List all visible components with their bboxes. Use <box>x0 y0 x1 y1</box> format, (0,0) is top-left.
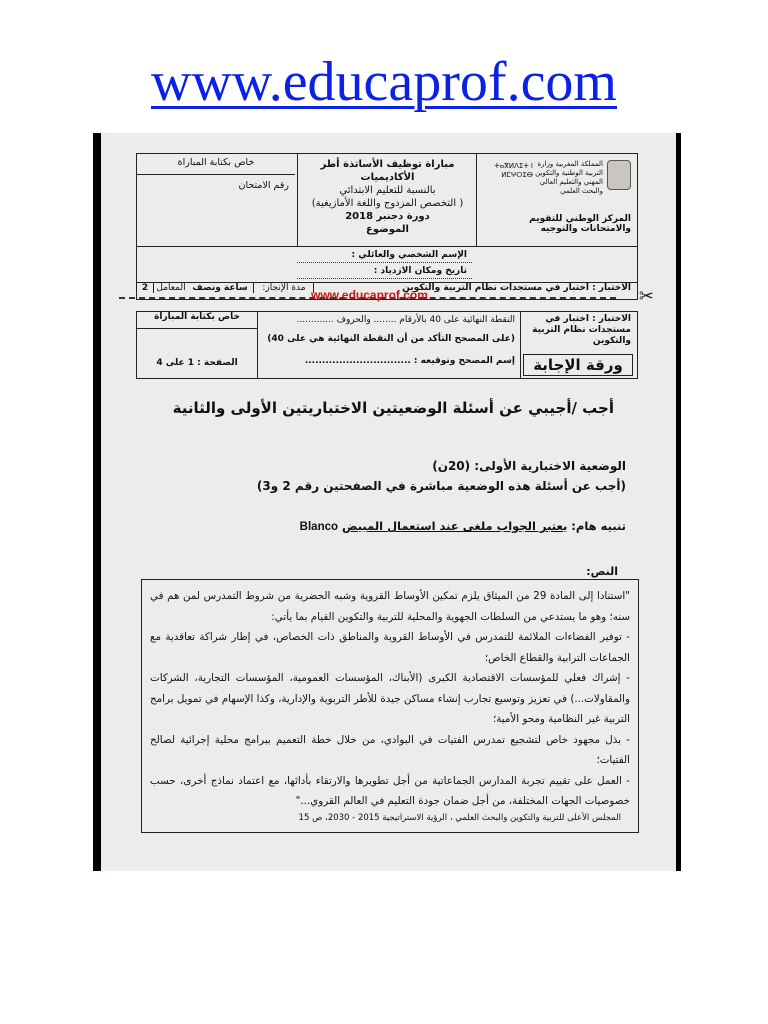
text-paragraph: - بذل مجهود خاص لتشجيع تمدرس الفتيات في البوادي، من خلال خطة التعميم ببرامج محلية إجرائية لصالح الفتيات؛ <box>150 733 630 766</box>
duration-value: ساعة ونصف <box>187 283 254 293</box>
answer-sheet-header <box>136 311 638 379</box>
scanned-exam-page <box>93 133 681 871</box>
exam-line: مباراة توظيف الأساتذة أطر الأكاديميات <box>320 159 455 183</box>
warning <box>300 519 626 533</box>
warning-text: يعتبر الجواب ملغى عند استعمال المبيض <box>342 519 568 533</box>
final-grade: النقطة النهائية على 40 بالأرقام ........ والحروف ............. <box>296 315 515 325</box>
scissors-icon: ✂ <box>638 286 654 307</box>
text-paragraph: "استنادا إلى المادة 29 من الميثاق يلزم تمكين الأوساط القروية وشبه الحضرية من شروط التمدرس لمن هم في سنه؛ وهو ما يستدعي من السلطات الجهوية والمحلية للتربية والتكوين القيام بما يأتي: <box>150 590 630 623</box>
page-number: الصفحة : 1 على 4 <box>156 358 238 368</box>
test-label: الاختبار : اختبار في مستجدات نظام التربية والتكوين <box>402 283 631 293</box>
warning-word: Blanco <box>299 521 339 533</box>
exam-line: بالنسبة للتعليم الابتدائي <box>339 185 436 196</box>
exam-paper <box>101 133 676 871</box>
situation-note: (أجب عن أسئلة هذه الوضعية مباشرة في الصفحتين رقم 2 و3) <box>256 479 626 493</box>
exam-line: دورة دجنبر 2018 <box>345 211 430 222</box>
coef-label: المعامل <box>156 283 186 293</box>
watermark: www.educaprof.com <box>311 288 428 302</box>
warning-label: تنبيه هام: <box>571 519 626 533</box>
text-paragraph: - توفير الفضاءات الملائمة للتمدرس في الأوساط القروية والمناطق ذات الخصاص، في إطار شراكة تعاقدية مع الجماعات الترابية والقطاع الخاص؛ <box>150 631 630 664</box>
kingdom-text: المملكة المغربية وزارة التربية الوطنية والتكوين المهني والتعليم العالي والبحث العلمي <box>535 160 603 195</box>
exam-header <box>136 153 638 283</box>
duration-label: مدة الإنجاز: <box>255 283 314 293</box>
reserved-cell <box>137 154 295 246</box>
grade-check: (على المصحح التأكد من أن النقطة النهائية هي على 40) <box>267 334 515 344</box>
exam-title-cell <box>297 154 477 246</box>
text-paragraph: - إشراك فعلي للمؤسسات الاقتصادية الكبرى (الأبناك، المؤسسات العمومية، المؤسسات التجارية، الشركات والمقاولات...) في تعزيز وتوسيع تجارب إنشاء مساكن جيدة للأطر التربوية والإدارية، وكذا الإسهام في تمويل برامج التربية غير النظامية ومحو الأمية؛ <box>150 672 630 725</box>
text-paragraph: - العمل على تقييم تجربة المدارس الجماعاتية من أجل تطويرها والارتقاء بأدائها، مع اعتماد نماذج أخرى، حسب خصوصيات الجهات المختلفة، من أجل ضمان جودة التعليم في العالم القروي..." <box>150 774 630 807</box>
birth-label: تاريخ ومكان الازدياد : <box>373 266 467 276</box>
text-source: المجلس الأعلى للتربية والتكوين والبحث العلمي ، الرؤية الاستراتيجية 2015 - 2030، ص 15 <box>298 813 621 823</box>
institution-cell <box>476 154 637 246</box>
text-box <box>141 579 639 833</box>
center-name: المركز الوطني للتقويم والامتحانات والتوجيه <box>529 214 631 234</box>
coef-value: 2 <box>137 283 154 293</box>
emblem-icon <box>607 160 631 190</box>
answer-test-label: الاختبار : اختبار في مستجدات نظام التربية والتكوين <box>532 314 631 346</box>
exam-line: الموضوع <box>366 224 409 235</box>
exam-number-label: رقم الامتحان <box>238 180 289 191</box>
exam-line: ( التخصص المزدوج واللغة الأمازيغية) <box>311 198 464 209</box>
corrector-label: إسم المصحح وتوقيعه : ............................... <box>304 356 515 366</box>
reserved-label: خاص بكتابة المباراة <box>137 154 295 175</box>
tifinagh-text: ⵜⴰⴳⵍⴷⵉⵜ ⵏ ⵍⵎⵖⵔⵉⴱ <box>494 162 533 179</box>
answer-reserved: خاص بكتابة المباراة <box>137 312 257 329</box>
name-label: الإسم الشخصي والعائلي : <box>351 250 467 260</box>
main-instruction: أجب /أجيبي عن أسئلة الوضعيتين الاختباريتين الأولى والثانية <box>172 399 614 417</box>
site-link[interactable]: www.educaprof.com <box>151 51 617 113</box>
answer-sheet-title: ورقة الإجابة <box>523 354 633 376</box>
situation-title: الوضعية الاختبارية الأولى: (20ن) <box>432 459 626 473</box>
text-label: النص: <box>586 565 618 578</box>
